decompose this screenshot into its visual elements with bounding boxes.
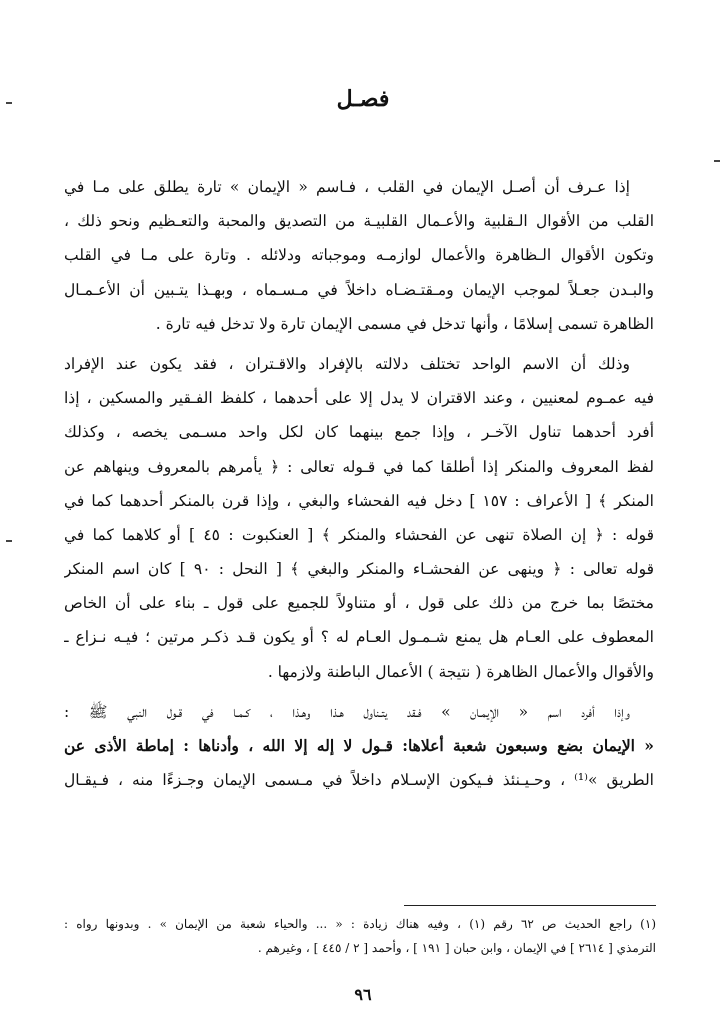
section-title: فصـل [336, 86, 390, 112]
text-line: « الإيمان بضع وسبعون شعبة أعلاها: قـول لا إله إلا الله ، وأدناها : إماطة الأذى عن [64, 736, 654, 755]
text-line: أفرد أحدهما تناول الآخـر ، وإذا جمع بينهما كان لكل واحد مسـمى يخصه ، وكذلك [64, 423, 654, 442]
text-line: قوله : ﴿ إن الصلاة تنهى عن الفحشاء والمنكر ﴾ [ العنكبوت : ٤٥ ] أو كلاهما كما في [64, 525, 654, 544]
text-line: المنكر ﴾ [ الأعراف : ١٥٧ ] دخل فيه الفحشاء والبغي ، وإذا قرن بالمنكر أحدهما كما في [64, 491, 654, 510]
text-line: وتكون الأقوال الـظاهرة والأعمال لوازمـه وموجباته ودلائله . وتارة على مـا في القلب [64, 246, 654, 265]
text-line: وذلك أن الاسم الواحد تختلف دلالته بالإفراد والاقـتران ، فقد يكون عند الإفراد [64, 354, 630, 373]
text-line: إذا عـرف أن أصـل الإيمان في القلب ، فـاسم « الإيمان » تارة يطلق على مـا في [64, 178, 630, 196]
text-line: والأقوال والأعمال الظاهرة ( نتيجة ) الأعمال الباطنة ولازمها . [267, 662, 654, 681]
page-number: ٩٦ [354, 985, 372, 1004]
margin-mark-middle [6, 540, 12, 542]
footnote-separator [404, 905, 656, 906]
text-line: القلب من الأقوال الـقلبية والأعـمال القلبيـة من التصديق والمحبة والتعـظيم ونحو ذلك ، [64, 212, 654, 231]
margin-mark-right [714, 160, 720, 162]
text-line: فيه عمـوم لمعنيين ، وعند الاقتران لا يدل إلا على أحدهما ، كلفظ الفـقير والمسكين ، إذا [64, 389, 654, 408]
text-line: المعطوف على العـام هل يمنع شـمـول العـام له ؟ أو يكون قـد ذكـر مرتين ؛ فيـه نـزاع ـ [64, 628, 654, 647]
footnote-line: (١) راجع الحديث ص ٦٢ رقم (١) ، وفيه هناك زيادة : « ... والحياء شعبة من الإيمان » . وبدونها رواه : [64, 917, 656, 931]
text-line: مختصًا بما خرج من ذلك على قول ، أو متناولاً للجميع على قول ـ بناء على أن الخاص [64, 594, 654, 613]
text-line: وإذا أفرد اسم « الإيمـان » فـقد يتـناول هـذا وهـذا ، كـمـا في قـول النبي ﷺ : [64, 702, 630, 721]
text-line: قوله تعالى : ﴿ وينهى عن الفحشـاء والمنكر والبغي ﴾ [ النحل : ٩٠ ] كان اسم المنكر [64, 560, 654, 579]
main-text [64, 170, 654, 797]
text-line: الظاهرة تسمى إسلامًا ، وأنها تدخل في مسمى الإيمان تارة ولا تدخل فيه تارة . [155, 314, 654, 333]
text-line: الطريق »⁽¹⁾ ، وحـيـنئذ فـيكون الإسـلام داخلاً في مـسمى الإيمان وجـزءًا منه ، فـيقـال [64, 771, 654, 790]
footnote-line: الترمذي [ ٢٦١٤ ] في الإيمان ، وابن حبان [ ١٩١ ] ، وأحمد [ ٢ / ٤٤٥ ] ، وغيرهم . [257, 941, 656, 955]
text-line: لفظ المعروف والمنكر إذا أطلقا كما في قـوله تعالى : ﴿ يأمرهم بالمعروف وينهاهم عن [64, 457, 654, 476]
footnotes [64, 912, 656, 960]
text-line: والبـدن جعـلاً لموجب الإيمان ومـقتـضـاه داخلاً في مـسـماه ، وبهـذا يتـبين أن الأعـمـال [64, 280, 654, 299]
